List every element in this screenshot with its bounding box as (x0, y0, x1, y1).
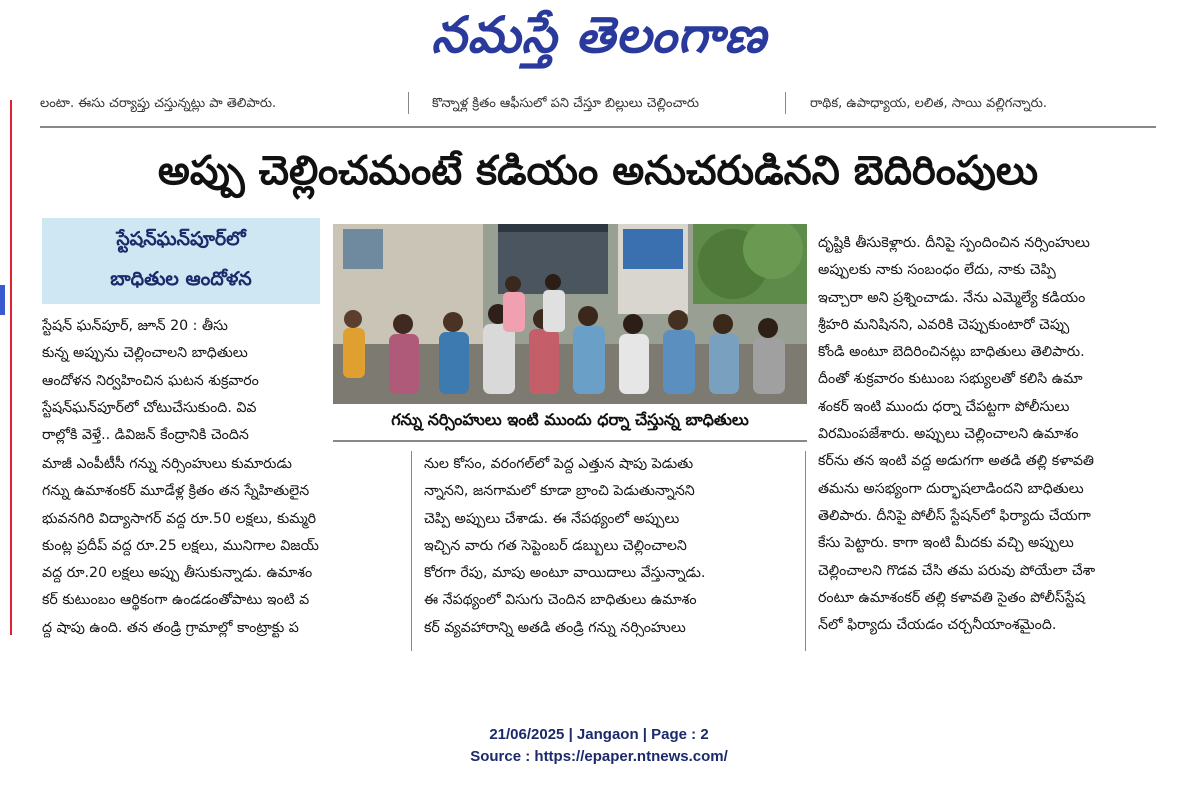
body-line: తెలిపారు. దీనిపై పోలీస్ స్టేషన్‌లో ఫిర్యాదు చేయగా (818, 507, 1091, 524)
caption-rule (333, 440, 807, 442)
body-column-right (818, 230, 1158, 639)
body-line: అప్పులకు నాకు సంబంధం లేదు, నాకు చెప్పి (818, 262, 1056, 279)
article-headline: అప్పు చెల్లించమంటే కడియం అనుచరుడినని బెదిరింపులు (157, 148, 1039, 194)
previous-fragment-col1: లంటా. ఈసు చర్యాప్తు చస్తున్నట్లు పా తెలిపారు. (40, 96, 277, 111)
footer-date-line: 21/06/2025 | Jangaon | Page : 2 (489, 726, 709, 743)
section-rule (40, 126, 1156, 128)
column-divider (805, 451, 806, 651)
page-edge-line (0, 100, 12, 635)
masthead (0, 6, 1198, 77)
body-line: ఇచ్చిన వారు గత సెప్టెంబర్ డబ్బులు చెల్లించాలని (424, 537, 687, 554)
body-line: కోరగా రేపు, మాపు అంటూ వాయిదాలు వేస్తున్నాడు. (424, 565, 706, 582)
body-line: తమను అసభ్యంగా దుర్భాషలాడిందని బాధితులు (818, 480, 1084, 497)
body-line: రాల్లోకి వెళ్తే.. డివిజన్ కేంద్రానికి చెందిన (42, 427, 249, 444)
column-divider (408, 92, 409, 114)
news-photo (333, 224, 807, 404)
body-line: కోండి అంటూ బెదిరించినట్లు బాధితులు తెలిపారు. (818, 344, 1085, 361)
column-divider (785, 92, 786, 114)
column-divider (411, 451, 412, 651)
body-line: వద్ద రూ.20 లక్షలు అప్పు తీసుకున్నాడు. ఉమాశం (42, 565, 313, 582)
footer-source-line[interactable]: Source : https://epaper.ntnews.com/ (470, 748, 728, 765)
body-column-left-bottom (42, 451, 398, 642)
page-edge-marker (0, 285, 5, 315)
body-line: కేసు పెట్టారు. కాగా ఇంటి మీదకు వచ్చి అప్పులు (818, 535, 1074, 552)
body-column-middle (424, 451, 789, 642)
previous-fragment-col2: కొన్నాళ్ల క్రితం ఆఫీసులో పని చేస్తూ బిల్లులు చెల్లించారు (432, 96, 700, 111)
masthead-title: నమస్తే తెలంగాణ (431, 6, 767, 64)
body-line: కర్‌ను తన ఇంటి వద్ద అడుగగా అతడి తల్లి కళావతి (818, 453, 1095, 470)
body-line: రంటూ ఉమాశంకర్ తల్లి కళావతి సైతం పోలీస్‌స్టేష (818, 589, 1085, 606)
kicker-line-subject: బాధితుల ఆందోళన (110, 268, 252, 290)
body-line: దృష్టికి తీసుకెళ్లారు. దీనిపై స్పందించిన నర్సింహులు (818, 235, 1090, 251)
body-line: ఇచ్చారా అని ప్రశ్నించాడు. నేను ఎమ్మెల్యే కడియం (818, 289, 1086, 306)
body-line: శంకర్ ఇంటి ముందు ధర్నా చేపట్టగా పోలీసులు (818, 398, 1070, 415)
previous-article-fragment (40, 92, 1156, 116)
body-line: ద్ద షాపు ఉంది. తన తండ్రి గ్రామాల్లో కాంట్రాక్టు ప (42, 619, 299, 636)
body-line: దీంతో శుక్రవారం కుటుంబ సభ్యులతో కలిసి ఉమా (818, 371, 1083, 388)
body-line: కర్ కుటుంబం ఆర్థికంగా ఉండడంతోపాటు ఇంటి వ (42, 592, 310, 609)
body-line: ఈ నేపథ్యంలో విసుగు చెందిన బాధితులు ఉమాశం (424, 592, 697, 609)
body-line: ఆందోళన నిర్వహించిన ఘటన శుక్రవారం (42, 372, 259, 389)
body-line: కుంట్ల ప్రదీప్ వద్ద రూ.25 లక్షలు, మునిగాల విజయ్ (42, 537, 319, 554)
photo-caption: గన్ను నర్సింహులు ఇంటి ముందు ధర్నా చేస్తున్న బాధితులు (391, 410, 749, 429)
body-line: భువనగిరి విద్యాసాగర్ వద్ద రూ.50 లక్షలు, కుమ్మరి (42, 510, 317, 527)
kicker-line-location: స్టేషన్‌ఘన్‌పూర్‌లో (116, 228, 246, 250)
body-line: కర్ వ్యవహారాన్ని అతడి తండ్రి గన్ను నర్సింహులు (424, 619, 686, 636)
body-line: కున్న అప్పును చెల్లించాలని బాధితులు (42, 345, 248, 362)
body-line: మాజీ ఎంపీటీసీ గన్ను నర్సింహులు కుమారుడు (42, 456, 292, 472)
body-line: స్టేషన్‌ఘన్‌పూర్‌లో చోటుచేసుకుంది. వివ (42, 399, 257, 416)
body-line: న్‌లో ఫిర్యాదు చేయడం చర్చనీయాంశమైంది. (818, 617, 1057, 634)
body-line: నుల కోసం, వరంగల్‌లో పెద్ద ఎత్తున షాపు పెడుతు (424, 456, 694, 472)
body-line: స్టేషన్ ఘన్‌పూర్, జూన్ 20 : తీసు (42, 318, 228, 334)
body-line: చెప్పి అప్పులు చేశాడు. ఈ నేపథ్యంలో అప్పులు (424, 510, 680, 527)
body-column-left-top (42, 313, 327, 449)
previous-fragment-col3: రాథిక, ఉపాధ్యాయ, లలిత, సాయి వల్లిగన్నారు. (810, 96, 1047, 111)
body-line: న్నానని, జనగామలో కూడా బ్రాంచి పెడుతున్నానని (424, 483, 695, 500)
body-line: గన్ను ఉమాశంకర్ మూడేళ్ల క్రితం తన స్నేహితులైన (42, 483, 310, 500)
protest-photo-illustration (333, 224, 807, 404)
body-line: చెల్లించాలని గొడవ చేసి తమ పరువు పోయేలా చేశా (818, 562, 1096, 579)
body-line: విరమింపజేశారు. అప్పులు చెల్లించాలని ఉమాశం (818, 426, 1079, 443)
kicker-box (42, 218, 320, 304)
body-line: శ్రీహరి మనిషినని, ఎవరికి చెప్పుకుంటారో చెప్పు (818, 316, 1070, 333)
